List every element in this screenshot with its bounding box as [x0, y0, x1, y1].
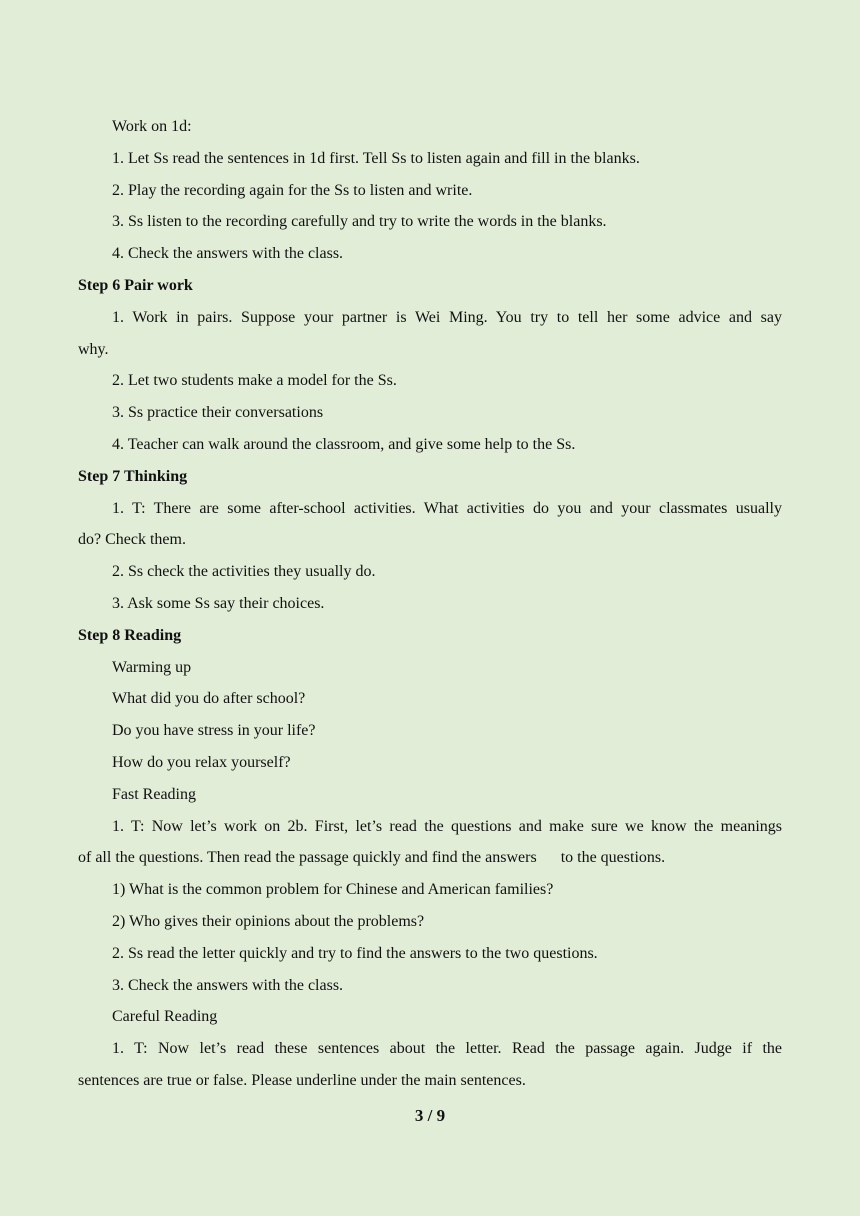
step-heading: Step 8 Reading — [78, 626, 182, 644]
text-line: What did you do after school? — [112, 690, 306, 708]
subheading: Fast Reading — [112, 785, 196, 803]
step-heading: Step 7 Thinking — [78, 467, 188, 485]
text-line: 1) What is the common problem for Chinese and American families? — [112, 881, 554, 899]
text-line: 3. Check the answers with the class. — [112, 976, 344, 994]
text-line: 3. Ss listen to the recording carefully and try to write the words in the blanks. — [112, 213, 607, 231]
subheading: Careful Reading — [112, 1008, 218, 1026]
text-line: 4. Teacher can walk around the classroom, and give some help to the Ss. — [112, 435, 576, 453]
text-line: do? Check them. — [78, 531, 186, 549]
text-line: How do you relax yourself? — [112, 753, 291, 771]
text-line: sentences are true or false. Please underline under the main sentences. — [78, 1071, 526, 1089]
text-line: 2. Ss check the activities they usually do. — [112, 563, 376, 581]
text-line: 3. Ss practice their conversations — [112, 404, 324, 422]
text-line: 2. Let two students make a model for the Ss. — [112, 372, 397, 390]
text-line: Do you have stress in your life? — [112, 722, 316, 740]
text-line: 3. Ask some Ss say their choices. — [112, 594, 325, 612]
text-line: 1. Work in pairs. Suppose your partner is Wei Ming. You try to tell her some advice and say — [112, 308, 782, 326]
page-number: 3 / 9 — [414, 1106, 446, 1125]
subheading: Warming up — [112, 658, 192, 676]
text-line: 1. T: Now let’s work on 2b. First, let’s read the questions and make sure we know the meanings — [112, 817, 782, 835]
text-line: 2) Who gives their opinions about the problems? — [112, 912, 425, 930]
text-line: 2. Play the recording again for the Ss to listen and write. — [112, 181, 473, 199]
text-line: of all the questions. Then read the passage quickly and find the answers to the questions. — [78, 849, 666, 867]
text-line: 4. Check the answers with the class. — [112, 245, 344, 263]
step-heading: Step 6 Pair work — [78, 276, 193, 294]
text-line: 1. T: There are some after-school activities. What activities do you and your classmates usually — [112, 499, 782, 517]
text-line: 1. Let Ss read the sentences in 1d first. Tell Ss to listen again and fill in the blanks. — [112, 149, 640, 167]
text-line: why. — [78, 340, 109, 358]
text-line: 2. Ss read the letter quickly and try to find the answers to the two questions. — [112, 944, 598, 962]
text-line: 1. T: Now let’s read these sentences about the letter. Read the passage again. Judge if the — [112, 1040, 782, 1058]
subheading-work-on-1d: Work on 1d: — [112, 118, 192, 135]
document-body — [78, 111, 782, 1097]
